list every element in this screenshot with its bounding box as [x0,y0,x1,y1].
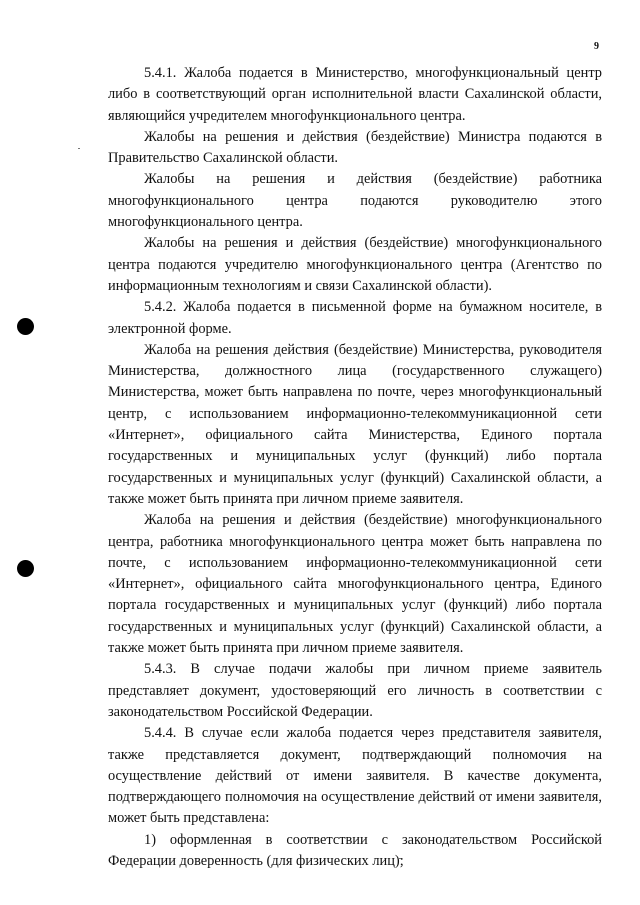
paragraph-5-4-1: 5.4.1. Жалоба подается в Министерство, многофункциональный центр либо в соответствующий орган исполнительной власти Сахалинской области, являющийся учредителем многофункционального центра. [108,65,602,124]
paragraph-complaints-mfc-worker: Жалобы на решения и действия (бездействие) работника многофункционального центра подаются руководителю этого многофункционального центра. [108,171,602,231]
paragraph-complaints-mfc: Жалобы на решения и действия (бездействие) многофункционального центра подаются учредителю многофункционального центра (Агентство по информационным технологиям и связи Сахалинской области). [108,235,602,294]
punch-hole-icon [17,318,34,335]
paragraph-ministry-complaint-channels: Жалоба на решения действия (бездействие) Министерства, руководителя Министерства, должностного лица (государственного служащего) Министерства, может быть направлена по почте, через многофункциональный центр, с использованием информационно-телекоммуникационной сети «Интернет», официального сайта Министерства, Единого портала государственных и муниципальных услуг (функций) либо портала государственных и муниципальных услуг (функций) Сахалинской области, а также может быть принята при личном приеме заявителя. [108,341,602,507]
paragraph-5-4-2: 5.4.2. Жалоба подается в письменной форме на бумажном носителе, в электронной форме. [108,299,602,337]
page-number: 9 [594,41,599,52]
paragraph-complaints-minister: Жалобы на решения и действия (бездействие) Министра подаются в Правительство Сахалинской области. [108,128,602,167]
paragraph-mfc-complaint-channels: Жалоба на решения и действия (бездействие) многофункционального центра, работника многофункционального центра может быть направлена по почте, с использованием информационно-телекоммуникационной сети «Интернет», официального сайта многофункционального центра, Единого портала государственных и муниципальных услуг (функций) либо портала государственных и муниципальных услуг (функций) Сахалинской области, а также может быть принята при личном приеме заявителя. [108,512,602,657]
document-body [108,63,602,872]
scan-speck [78,148,80,149]
paragraph-5-4-3: 5.4.3. В случае подачи жалобы при личном приеме заявитель представляет документ, удостоверяющий его личность в соответствии с законодательством Российской Федерации. [108,661,602,720]
paragraph-5-4-4: 5.4.4. В случае если жалоба подается через представителя заявителя, также представляется документ, подтверждающий полномочия на осуществление действий от имени заявителя. В качестве документа, подтверждающего полномочия на осуществление действий от имени заявителя, может быть представлена: [108,725,602,827]
list-item-1: 1) оформленная в соответствии с законодательством Российской Федерации доверенность (для физических лиц); [108,831,602,869]
punch-hole-icon [17,560,34,577]
